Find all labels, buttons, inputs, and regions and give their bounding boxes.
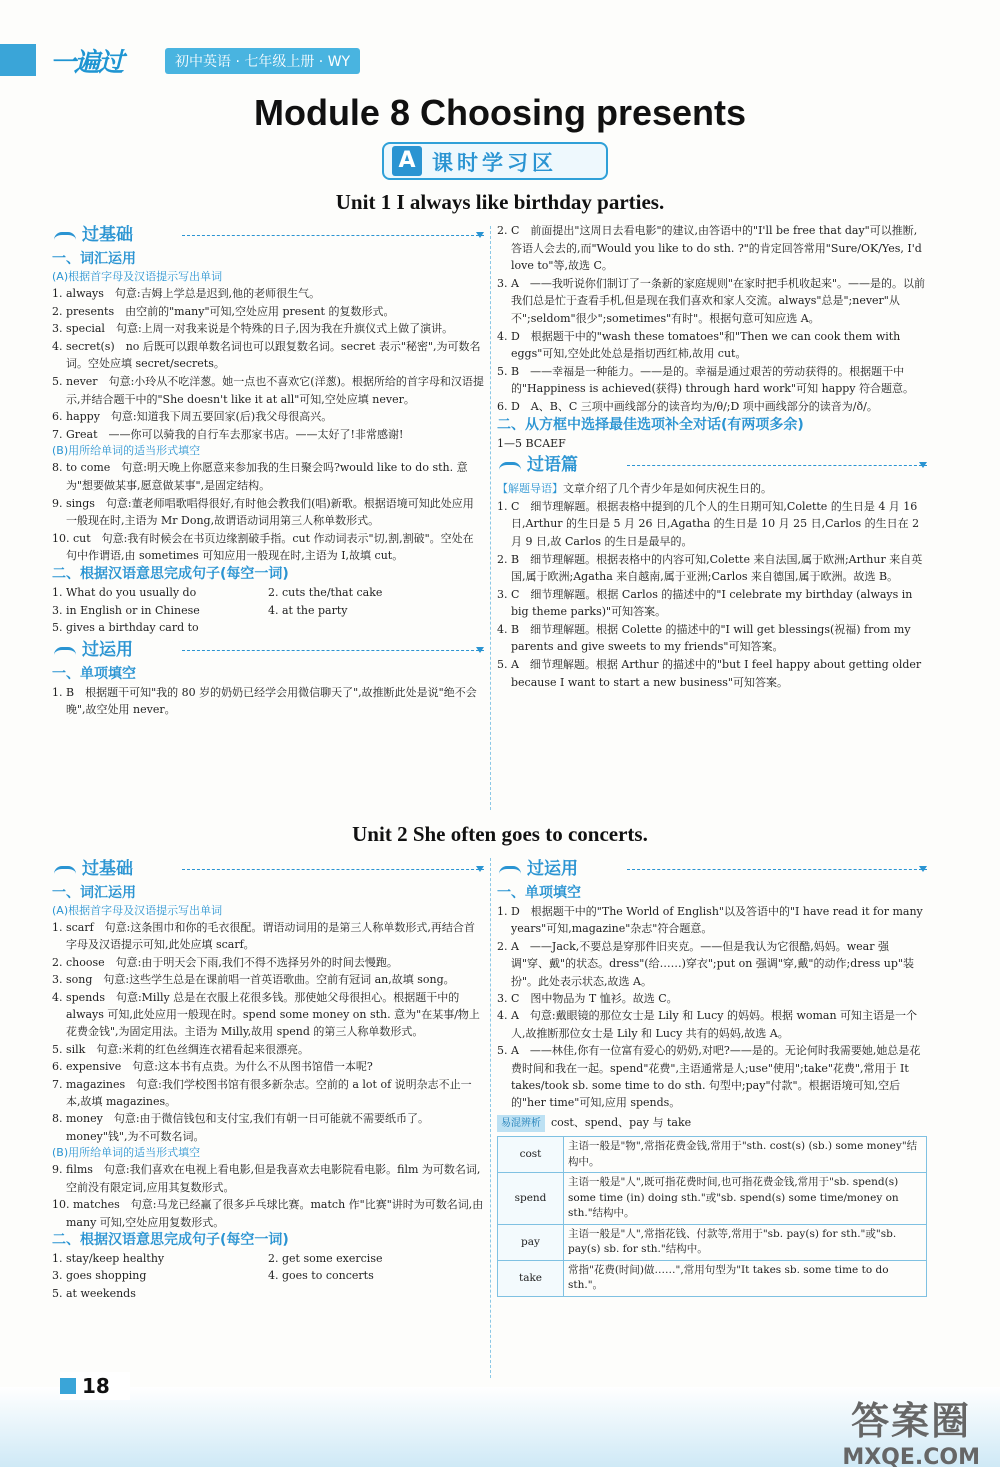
sentence-heading: 二、根据汉语意思完成句子(每空一词) <box>52 1231 289 1248</box>
tip-line: 易混辨析 cost、spend、pay 与 take <box>497 1114 927 1132</box>
answer-item: 3. C 细节理解题。根据 Carlos 的描述中的"I celebrate my birthday (always in big theme parks)"可知答案。 <box>497 587 913 619</box>
answer-item: 1. B 根据题干可知"我的 80 岁的奶奶已经学会用微信聊天了",故推断此处是说"绝不会晚",故空处用 never。 <box>52 685 477 717</box>
answer-item: 1. always 句意:吉姆上学总是迟到,他的老师很生气。 <box>52 287 321 300</box>
sub-heading-b: (B)用所给单词的适当形式填空 <box>52 1146 201 1160</box>
answer-item: 10. cut 句意:我有时候会在书页边缘割破手指。cut 作动词表示"切,割,割破"。空处在句中作谓语,由 sometimes 可知应用一般现在时,主语为 I,故填 cut。 <box>52 531 474 563</box>
answer-item: 5. silk 句意:米莉的红色丝绸连衣裙看起来很漂亮。 <box>52 1042 310 1056</box>
sentence-row: 3. in English or in Chinese 4. at the party <box>52 603 348 617</box>
reading-heading: 过语篇 <box>497 454 927 478</box>
page-number: 18 <box>60 1372 130 1400</box>
answer-item: 4. secret(s) no 后既可以跟单数名词也可以跟复数名词。secret 表示"秘密",为可数名词。空处应填 secret/secrets。 <box>52 339 481 371</box>
answer-item: 2. C 前面提出"这周日去看电影"的建议,由答语中的"I'll be free that day"可以推断,答语人会去的,而"Would you like to do sth. ?"的肯定回答常用"Sure/OK/Yes, I'd love to"等,故选 C。 <box>497 224 922 273</box>
page-marker-icon <box>60 1378 76 1394</box>
page-header <box>0 44 400 76</box>
answer-item: 3. song 句意:这些学生总是在课前唱一首英语歌曲。空前有冠词 an,故填 song。 <box>52 973 455 987</box>
answer-item: 4. D 根据题干中的"wash these tomatoes"和"Then we can cook them with eggs"可知,空处此处总是指切西红柿,故用 cut。 <box>497 329 901 361</box>
unit1-left-column <box>52 222 484 719</box>
sentence-row: 1. stay/keep healthy 2. get some exercise <box>52 1251 383 1265</box>
dialog-heading: 二、从方框中选择最佳选项补全对话(有两项多余) <box>497 416 804 433</box>
watermark: 答案圈 MXQE.COM <box>842 1399 980 1467</box>
answer-item: 8. to come 句意:明天晚上你愿意来参加我的生日聚会吗?would like to do sth. 意为"想要做某事,愿意做某事",是固定结构。 <box>52 461 468 492</box>
answer-item: 1. D 根据题干中的"The World of English"以及答语中的"I have read it for many years"可知,magazine"杂志"符合题意。 <box>497 905 923 936</box>
unit2-title: Unit 2 She often goes to concerts. <box>352 822 648 846</box>
series-label: 初中英语 · 七年级上册 · WY <box>165 48 360 74</box>
answer-item: 9. sings 句意:董老师唱歌唱得很好,有时他会教我们(唱)新歌。根据语境可知此处应用一般现在时,主语为 Mr Dong,故谓语动词用第三人称单数形式。 <box>52 496 474 528</box>
table-row: take 常指"花费(时间)做……",常用句型为"It takes sb. some time to do sth."。 <box>498 1260 927 1296</box>
brand-logo: 一遍过 <box>50 48 123 78</box>
answer-item: 10. matches 句意:马龙已经赢了很多乒乓球比赛。match 作"比赛"讲时为可数名词,由 many 可知,空处应用复数形式。 <box>52 1198 484 1229</box>
answer-item: 1. C 细节理解题。根据表格中提到的几个人的生日期可知,Colette 的生日是 4 月 16 日,Arthur 的生日是 5 月 26 日,Agatha 的生日是 10 月 25 日,Carlos 的生日在 2 月 9 日,故 Carlos 的生日是最早的。 <box>497 499 920 548</box>
sub-heading-b: (B)用所给单词的适当形式填空 <box>52 444 201 458</box>
column-divider <box>490 226 491 810</box>
unit1-title: Unit 1 I always like birthday parties. <box>335 190 665 214</box>
table-row: cost 主语一般是"物",常指花费金钱,常用于"sth. cost(s) (sb.) some money"结构中。 <box>498 1137 927 1173</box>
apply-heading: 过运用 <box>497 858 927 882</box>
module-title: Module 8 Choosing presents <box>253 92 747 133</box>
section-badge-letter: A <box>392 146 422 176</box>
answer-item: 1. scarf 句意:这条围巾和你的毛衣很配。谓语动词用的是第三人称单数形式,再结合首字母及汉语提示可知,此处应填 scarf。 <box>52 921 475 952</box>
section-badge-text: 课时学习区 <box>432 151 557 175</box>
answer-item: 5. never 句意:小玲从不吃洋葱。她一点也不喜欢它(洋葱)。根据所给的首字母和汉语提示,并结合题干中的"She doesn't like it at all"可知,空处应填 never。 <box>52 374 484 406</box>
answer-item: 2. B 细节理解题。根据表格中的内容可知,Colette 来自法国,属于欧洲;Arthur 来自英国,属于欧洲;Agatha 来自越南,属于亚洲;Carlos 来自德国,属于欧洲。故选 B。 <box>497 552 923 584</box>
unit2-right-column <box>497 856 927 1297</box>
answer-item: 7. Great ——你可以骑我的自行车去那家书店。——太好了!非常感谢! <box>52 427 404 441</box>
wing-icon <box>54 647 76 655</box>
vocab-heading: 一、词汇运用 <box>52 885 136 901</box>
apply-heading: 过运用 <box>52 639 484 663</box>
answer-item: 6. happy 句意:知道我下周五要回家(后)我父母很高兴。 <box>52 410 333 424</box>
wing-icon <box>499 462 521 470</box>
answer-item: 5. A ——林佳,你有一位富有爱心的奶奶,对吧?——是的。无论何时我需要她,她总是花费时间和我在一起。spend"花费",主语通常是人;use"使用";take"花费",常用于 It takes/took sb. some time to do sth. 句型中;pay"付款"。根据语境可知,空后的"her time"可知,应用 spends。 <box>497 1044 921 1110</box>
vocab-heading: 一、词汇运用 <box>52 251 136 267</box>
answer-item: 5. A 细节理解题。根据 Arthur 的描述中的"but I feel happy about getting older because I want to start a new business"可知答案。 <box>497 658 922 689</box>
choice-heading: 一、单项填空 <box>497 885 581 901</box>
wing-icon <box>499 866 521 874</box>
sub-heading-a: (A)根据首字母及汉语提示写出单词 <box>52 904 223 917</box>
wing-icon <box>54 232 76 240</box>
answer-item: 6. D A、B、C 三项中画线部分的读音均为/θ/;D 项中画线部分的读音为/ð/。 <box>497 399 878 413</box>
answer-item: 6. expensive 句意:这本书有点贵。为什么不从图书馆借一本呢? <box>52 1060 373 1074</box>
answer-item: 2. presents 由空前的"many"可知,空处应用 present 的复数形式。 <box>52 304 395 318</box>
basic-heading: 过基础 <box>52 858 484 882</box>
answer-item: 2. A ——Jack,不要总是穿那件旧夹克。——但是我认为它很酷,妈妈。wear 强调"穿、戴"的状态。dress"(给……)穿衣";put on 强调"穿,戴"的动作;dress up"装扮"。此处表示状态,故选 A。 <box>497 939 914 988</box>
answer-item: 4. spends 句意:Milly 总是在衣服上花很多钱。那使她父母很担心。根据题干中的 always 可知,此处应用一般现在时。spend some money on sth. 意为"在某事/物上花费金钱",为固定用法。主语为 Milly,故用 spend 的第三人称单数形式。 <box>52 990 480 1039</box>
basic-heading: 过基础 <box>52 224 484 248</box>
unit2-left-column <box>52 856 484 1302</box>
sentence-row: 3. goes shopping 4. goes to concerts <box>52 1269 374 1283</box>
guide-tag: 【解题导语】 <box>497 482 563 496</box>
sentence-row: 1. What do you usually do 2. cuts the/that cake <box>52 585 383 599</box>
section-badge <box>382 142 608 180</box>
comparison-table <box>497 1136 927 1297</box>
answer-item: 2. choose 句意:由于明天会下雨,我们不得不选择另外的时间去慢跑。 <box>52 955 398 969</box>
guide-line: 【解题导语】文章介绍了几个青少年是如何庆祝生日的。 <box>497 482 772 496</box>
column-divider <box>490 858 491 1378</box>
sub-heading-a: (A)根据首字母及汉语提示写出单词 <box>52 270 223 283</box>
dialog-answer: 1—5 BCAEF <box>497 436 566 450</box>
answer-item: 3. special 句意:上周一对我来说是个特殊的日子,因为我在升旗仪式上做了演讲。 <box>52 322 454 336</box>
unit1-right-column <box>497 222 927 691</box>
sentence-row: 5. gives a birthday card to <box>52 621 199 635</box>
answer-item: 3. A ——我听说你们制订了一条新的家庭规则"在家时把手机收起来"。——是的。以前我们总是忙于查看手机,但是现在我们喜欢和家人交流。always"总是";never"从不";seldom"很少";sometimes"有时"。根据句意可知应选 A。 <box>497 276 926 325</box>
answer-item: 4. B 细节理解题。根据 Colette 的描述中的"I will get blessings(祝福) from my parents and give sweets to my friends"可知答案。 <box>497 622 911 654</box>
choice-heading: 一、单项填空 <box>52 665 136 682</box>
wing-icon <box>54 866 76 874</box>
table-row: spend 主语一般是"人",既可指花费时间,也可指花费金钱,常用于"sb. spend(s) some time (in) doing sth."或"sb. spend(s) some time/money on sth."结构中。 <box>498 1173 927 1225</box>
header-color-block <box>0 44 36 76</box>
sentence-heading: 二、根据汉语意思完成句子(每空一词) <box>52 565 289 582</box>
table-row: pay 主语一般是"人",常指花钱、付款等,常用于"sb. pay(s) for sth."或"sb. pay(s) sb. for sth."结构中。 <box>498 1224 927 1260</box>
answer-item: 3. C 图中物品为 T 恤衫。故选 C。 <box>497 992 678 1006</box>
answer-item: 4. A 句意:戴眼镜的那位女士是 Lily 和 Lucy 的妈妈。根据 woman 可知主语是一个人,故推断那位女士是 Lily 和 Lucy 共有的妈妈,故选 A。 <box>497 1009 918 1040</box>
answer-item: 5. B ——幸福是一种能力。——是的。幸福是通过艰苦的劳动获得的。根据题干中的"Happiness is achieved(获得) through hard work"可知 happy 符合题意。 <box>497 364 915 396</box>
answer-item: 9. films 句意:我们喜欢在电视上看电影,但是我喜欢去电影院看电影。film 为可数名词,空前没有限定词,应用其复数形式。 <box>52 1163 481 1194</box>
sentence-row: 5. at weekends <box>52 1286 136 1300</box>
answer-item: 7. magazines 句意:我们学校图书馆有很多新杂志。空前的 a lot of 说明杂志不止一本,故填 magazines。 <box>52 1077 472 1109</box>
tip-tag: 易混辨析 <box>497 1115 545 1132</box>
answer-item: 8. money 句意:由于微信钱包和支付宝,我们有朝一日可能就不需要纸币了。money"钱",为不可数名词。 <box>52 1112 430 1143</box>
